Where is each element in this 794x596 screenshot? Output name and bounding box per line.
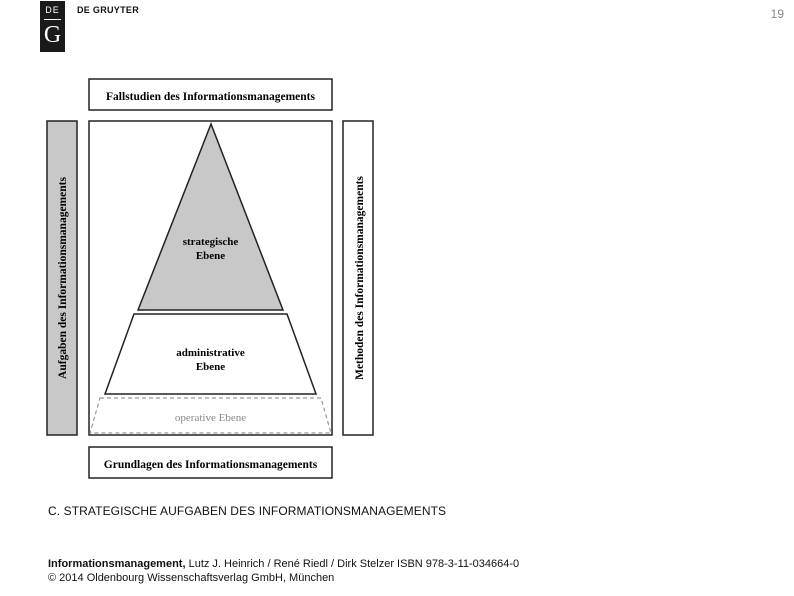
administrative-level-label-1: administrative [176,347,245,359]
page-number: 19 [770,7,784,21]
citation-copyright: © 2014 Oldenbourg Wissenschaftsverlag GmbH, München [48,572,335,584]
logo-g-text: G [43,22,62,48]
citation-line-1 [48,557,519,571]
strategic-level-label-2: Ebene [195,250,226,262]
citation-authors: Lutz J. Heinrich / René Riedl / Dirk Stelzer ISBN 978-3-11-034664-0 [185,558,520,570]
citation [48,557,519,585]
publisher-name: DE GRUYTER [77,5,140,15]
methods-label: Methoden des Informationsmanagements [354,176,366,380]
case-studies-label: Fallstudien des Informationsmanagements [106,91,315,103]
tasks-label: Aufgaben des Informationsmanagements [57,177,69,379]
operative-level-label: operative Ebene [174,412,247,424]
foundations-label: Grundlagen des Informationsmanagements [103,459,318,471]
logo-de-text: DE [45,5,60,15]
administrative-level-label-2: Ebene [195,361,226,373]
citation-title: Informationsmanagement, [48,558,186,570]
strategic-level-label-1: strategische [182,236,239,248]
section-title: C. STRATEGISCHE AUFGABEN DES INFORMATIONSMANAGEMENTS [48,504,447,518]
